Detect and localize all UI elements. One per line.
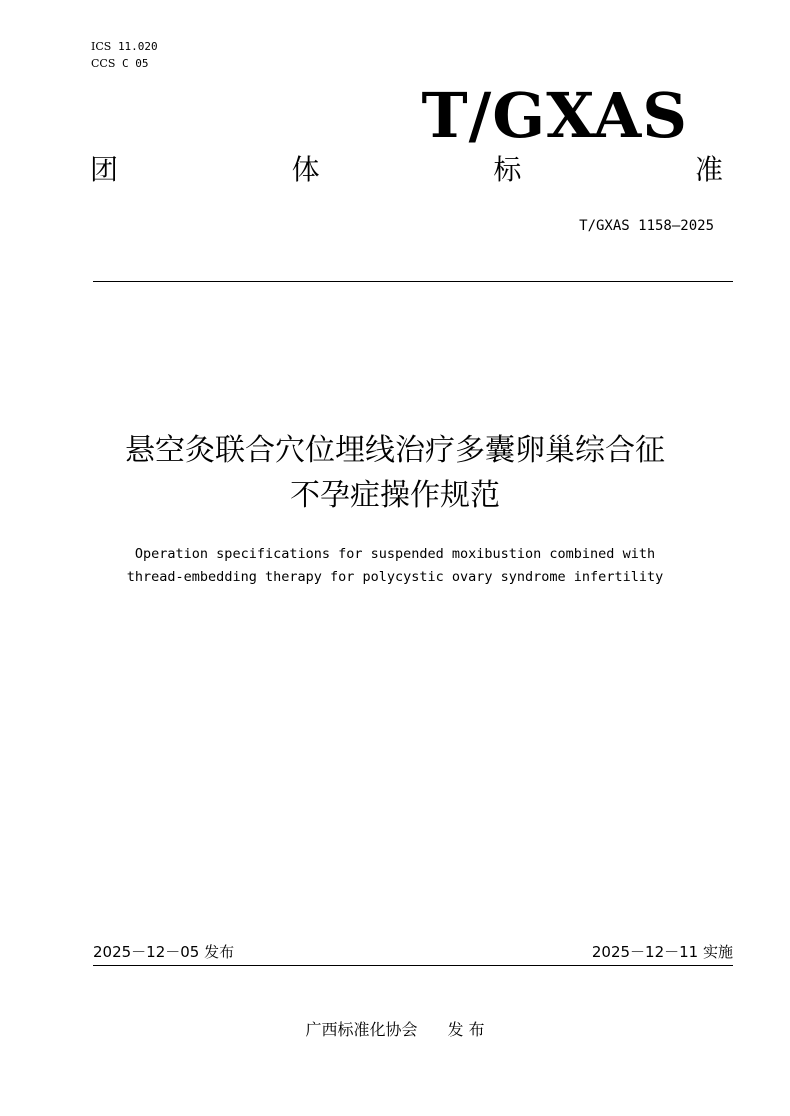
issue-date: 2025－12－05 发布	[93, 943, 235, 961]
standard-code-logo: T/GXAS	[421, 79, 688, 152]
header-divider	[93, 281, 733, 282]
standard-number: T/GXAS 1158—2025	[579, 218, 714, 234]
ccs-row	[91, 55, 158, 72]
english-title-line-2: thread-embedding therapy for polycystic ovary syndrome infertility	[126, 569, 664, 585]
chinese-title	[0, 428, 790, 518]
standard-type-char-3: 标	[493, 153, 522, 186]
chinese-title-line-2: 不孕症操作规范	[290, 478, 500, 513]
ccs-value: C 05	[122, 57, 149, 70]
english-title	[0, 543, 790, 589]
ics-label: ICS	[91, 40, 112, 53]
publisher	[0, 1019, 790, 1041]
publish-label: 发 布	[447, 1020, 485, 1039]
implementation-date: 2025－12－11 实施	[591, 943, 733, 961]
standard-type-char-1: 团	[90, 153, 119, 186]
footer-divider	[93, 965, 733, 966]
ccs-label: CCS	[91, 57, 116, 70]
chinese-title-line-1: 悬空灸联合穴位埋线治疗多囊卵巢综合征	[125, 433, 665, 468]
ics-value: 11.020	[117, 40, 158, 53]
english-title-line-1: Operation specifications for suspended moxibustion combined with	[134, 546, 656, 562]
publisher-name: 广西标准化协会	[305, 1020, 418, 1039]
standard-type	[90, 152, 723, 188]
ics-row	[91, 38, 158, 55]
classification-codes	[91, 38, 158, 72]
standard-type-char-4: 准	[694, 153, 723, 186]
standard-type-char-2: 体	[291, 153, 320, 186]
